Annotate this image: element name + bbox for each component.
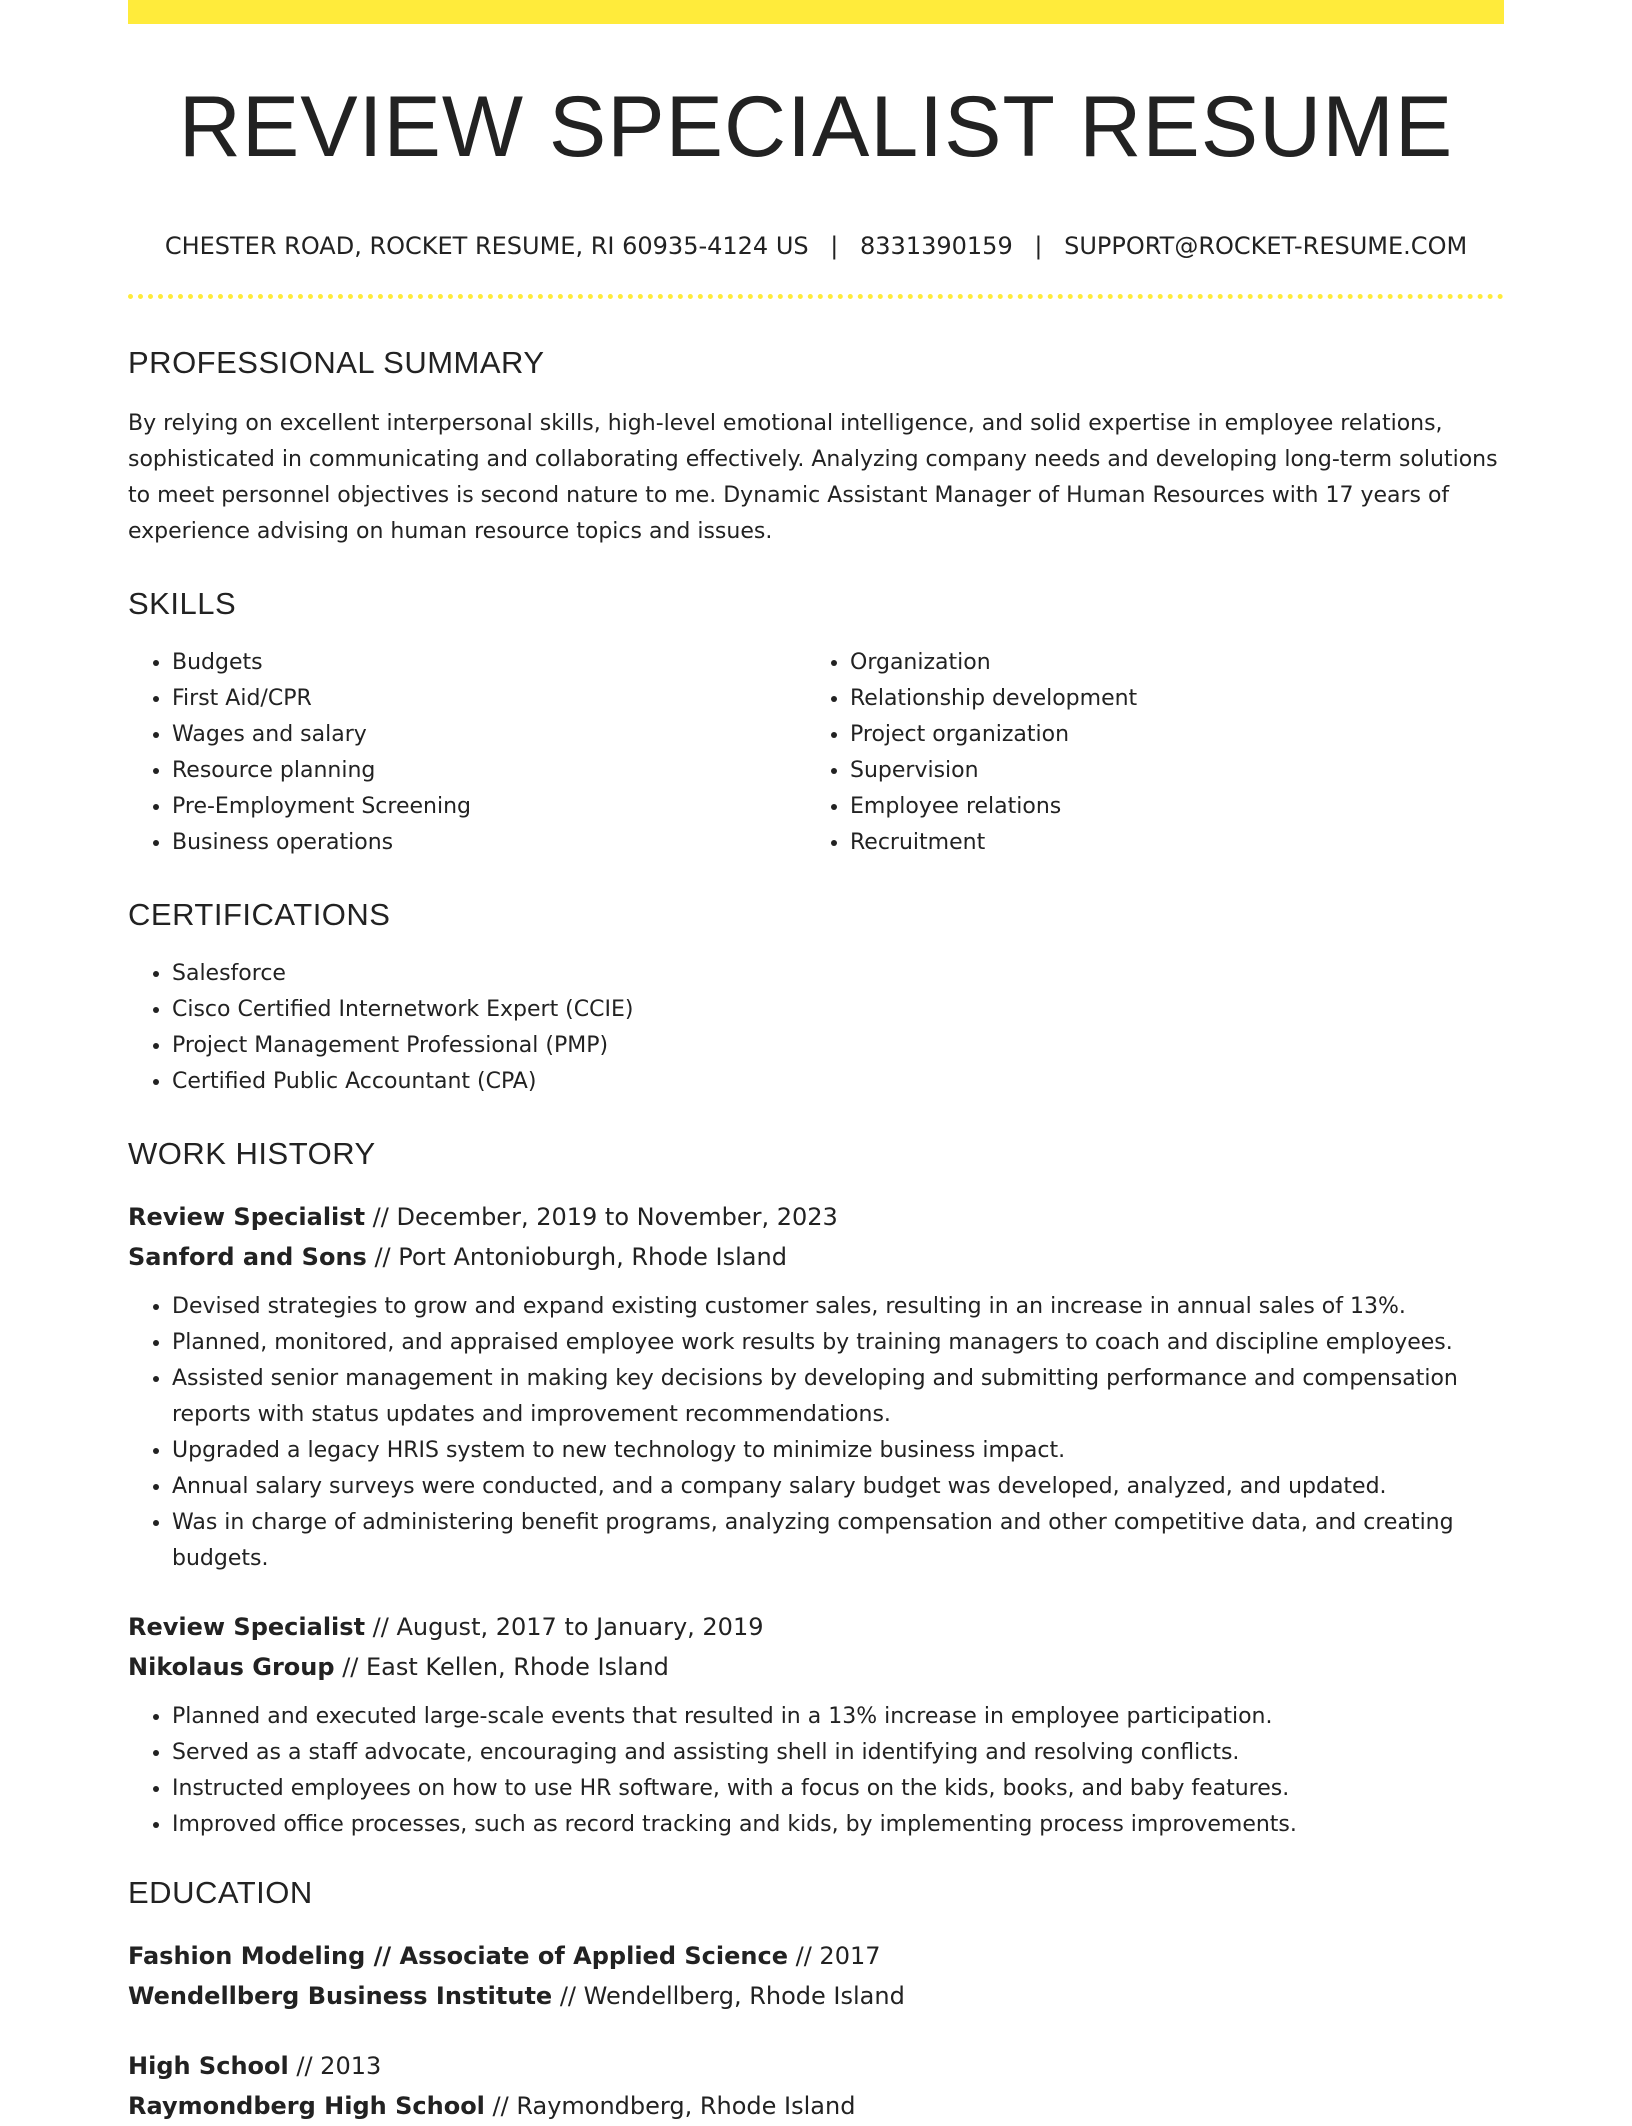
education-degree: High School xyxy=(128,2052,289,2080)
skills-list-left xyxy=(128,645,806,861)
dotted-divider xyxy=(128,294,1504,299)
skill-item: • Pre-Employment Screening xyxy=(172,789,806,825)
skills-list-right xyxy=(806,645,1484,861)
contact-address: CHESTER ROAD, ROCKET RESUME, RI 60935-4124 US xyxy=(164,232,809,260)
contact-phone: 8331390159 xyxy=(860,232,1013,260)
certification-item: • Project Management Professional (PMP) xyxy=(172,1028,1504,1064)
skill-item: • Supervision xyxy=(850,753,1484,789)
skill-item: • Resource planning xyxy=(172,753,806,789)
job-company: Nikolaus Group xyxy=(128,1653,335,1681)
resume-page xyxy=(128,0,1504,2126)
job-bullet: • Planned, monitored, and appraised employee work results by training managers to coach and discipline employees. xyxy=(172,1325,1504,1361)
skill-item: • Wages and salary xyxy=(172,717,806,753)
education-degree-line xyxy=(128,2046,1504,2086)
skill-item: • Project organization xyxy=(850,717,1484,753)
education-separator: // xyxy=(484,2092,517,2120)
job-location: East Kellen, Rhode Island xyxy=(366,1653,669,1681)
skill-item: • Organization xyxy=(850,645,1484,681)
job-company: Sanford and Sons xyxy=(128,1243,367,1271)
job-company-line xyxy=(128,1237,1504,1277)
top-accent-bar xyxy=(128,0,1504,24)
summary-text: By relying on excellent interpersonal skills, high-level emotional intelligence, and solid expertise in employee relations, sophisticated in communicating and collaborating effectively. Analyzing company needs and developing long-term solutions to meet personnel objectives is second nature to me. Dynamic Assistant Manager of Human Resources with 17 years of experience advising on human resource topics and issues. xyxy=(128,411,1498,544)
job-company-line xyxy=(128,1647,1504,1687)
skills-heading: SKILLS xyxy=(128,586,237,621)
contact-email: SUPPORT@ROCKET-RESUME.COM xyxy=(1064,232,1468,260)
education-heading: EDUCATION xyxy=(128,1875,313,1910)
job-separator: // xyxy=(334,1653,366,1681)
education-school-line xyxy=(128,2086,1504,2126)
education-degree: Fashion Modeling // Associate of Applied Science xyxy=(128,1942,788,1970)
summary-heading: PROFESSIONAL SUMMARY xyxy=(128,345,545,380)
job-dates: December, 2019 to November, 2023 xyxy=(396,1203,838,1231)
education-location: Raymondberg, Rhode Island xyxy=(516,2092,856,2120)
resume-title: REVIEW SPECIALIST RESUME xyxy=(178,79,1454,175)
job-bullets xyxy=(128,1699,1504,1843)
job-title-line xyxy=(128,1607,1504,1647)
job-separator: // xyxy=(365,1613,397,1641)
job-bullet: • Improved office processes, such as record tracking and kids, by implementing process improvements. xyxy=(172,1807,1504,1843)
skill-item: • Recruitment xyxy=(850,825,1484,861)
work-history-heading: WORK HISTORY xyxy=(128,1136,376,1171)
job-title-line xyxy=(128,1197,1504,1237)
certification-item: • Salesforce xyxy=(172,956,1504,992)
job-bullet: • Served as a staff advocate, encouraging and assisting shell in identifying and resolving conflicts. xyxy=(172,1735,1504,1771)
skill-item: • Budgets xyxy=(172,645,806,681)
certifications-heading: CERTIFICATIONS xyxy=(128,897,391,932)
job-role: Review Specialist xyxy=(128,1203,366,1231)
job-bullet: • Devised strategies to grow and expand existing customer sales, resulting in an increase in annual sales of 13%. xyxy=(172,1289,1504,1325)
education-location: Wendellberg, Rhode Island xyxy=(583,1982,905,2010)
education-separator: // xyxy=(288,2052,321,2080)
education-year: 2013 xyxy=(320,2052,382,2080)
job-role: Review Specialist xyxy=(128,1613,366,1641)
job-bullet: • Instructed employees on how to use HR software, with a focus on the kids, books, and baby features. xyxy=(172,1771,1504,1807)
job-bullet: • Planned and executed large-scale events that resulted in a 13% increase in employee participation. xyxy=(172,1699,1504,1735)
skills-columns xyxy=(128,645,1504,861)
education-separator: // xyxy=(787,1942,820,1970)
job-bullets xyxy=(128,1289,1504,1577)
job-bullet: • Was in charge of administering benefit programs, analyzing compensation and other competitive data, and creating budgets. xyxy=(172,1505,1504,1577)
skill-item: • First Aid/CPR xyxy=(172,681,806,717)
skill-item: • Employee relations xyxy=(850,789,1484,825)
job-location: Port Antonioburgh, Rhode Island xyxy=(398,1243,787,1271)
education-separator: // xyxy=(552,1982,584,2010)
job-bullet: • Upgraded a legacy HRIS system to new technology to minimize business impact. xyxy=(172,1433,1504,1469)
certification-item: • Cisco Certified Internetwork Expert (CCIE) xyxy=(172,992,1504,1028)
education-school: Wendellberg Business Institute xyxy=(128,1982,553,2010)
contact-separator: | xyxy=(830,232,839,260)
job-dates: August, 2017 to January, 2019 xyxy=(396,1613,764,1641)
skill-item: • Relationship development xyxy=(850,681,1484,717)
job-separator: // xyxy=(366,1243,399,1271)
education-degree-line xyxy=(128,1936,1504,1976)
skill-item: • Business operations xyxy=(172,825,806,861)
job-bullet: • Assisted senior management in making key decisions by developing and submitting performance and compensation reports with status updates and improvement recommendations. xyxy=(172,1361,1504,1433)
certifications-list xyxy=(128,956,1504,1100)
job-bullet: • Annual salary surveys were conducted, and a company salary budget was developed, analyzed, and updated. xyxy=(172,1469,1504,1505)
education-school: Raymondberg High School xyxy=(128,2092,485,2120)
contact-separator: | xyxy=(1034,232,1043,260)
certification-item: • Certified Public Accountant (CPA) xyxy=(172,1064,1504,1100)
contact-line xyxy=(128,234,1504,258)
job-separator: // xyxy=(365,1203,397,1231)
education-year: 2017 xyxy=(819,1942,881,1970)
education-school-line xyxy=(128,1976,1504,2016)
